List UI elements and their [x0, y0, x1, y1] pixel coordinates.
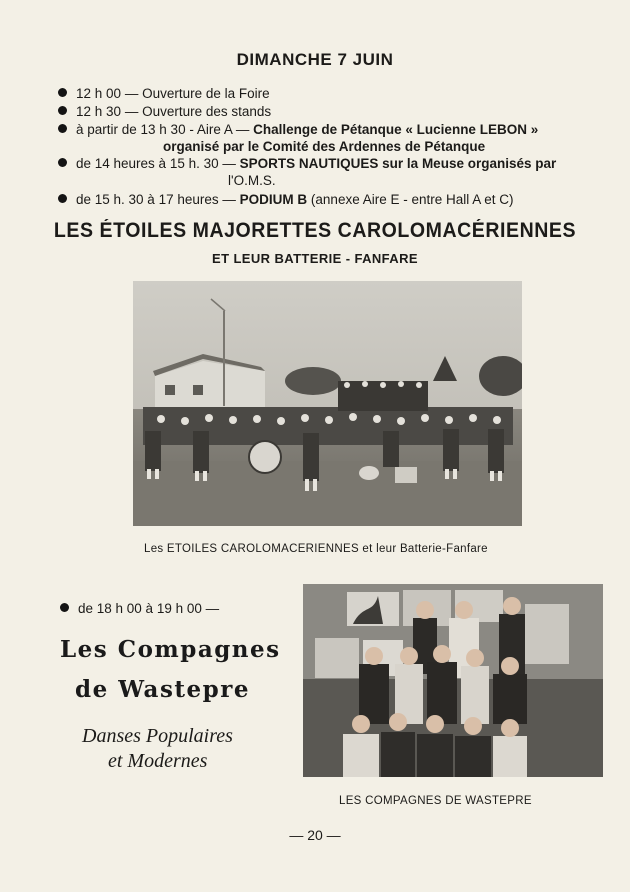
- schedule-item-3: [58, 122, 538, 138]
- majorettes-photo: [133, 281, 522, 526]
- compagnes-photo-caption: LES COMPAGNES DE WASTEPRE: [339, 795, 532, 807]
- bullet-icon: [58, 194, 67, 203]
- section-title: LES ÉTOILES MAJORETTES CAROLOMACÉRIENNES: [53, 219, 577, 242]
- schedule-item-4: [58, 156, 556, 172]
- bullet-icon: [58, 124, 67, 133]
- schedule-time: de 14 heures à 15 h. 30: [76, 156, 219, 171]
- schedule-location: (annexe Aire E - entre Hall A et C): [310, 192, 514, 207]
- schedule-event: Challenge de Pétanque « Lucienne LEBON »: [253, 122, 539, 137]
- bullet-icon: [60, 603, 69, 612]
- schedule-text: —: [222, 156, 236, 171]
- schedule-item-2: [58, 104, 271, 120]
- schedule-text: — Ouverture des stands: [124, 104, 272, 119]
- majorettes-photo-caption: Les ETOILES CAROLOMACERIENNES et leur Batterie-Fanfare: [144, 543, 488, 555]
- schedule-event: PODIUM B: [239, 192, 308, 207]
- group-name-line-1: Les Compagnes: [60, 636, 281, 663]
- dance-type-line-1: Danses Populaires: [82, 725, 233, 747]
- bullet-icon: [58, 88, 67, 97]
- schedule-time: de 15 h. 30 à 17 heures: [76, 192, 219, 207]
- schedule-item-5: [58, 192, 514, 208]
- second-event-time: [60, 601, 219, 616]
- schedule-text: —: [222, 192, 236, 207]
- day-heading: DIMANCHE 7 JUIN: [236, 50, 394, 69]
- page-number: — 20 —: [289, 827, 341, 843]
- schedule-text: - Aire A —: [189, 122, 250, 137]
- compagnes-photo: [303, 584, 603, 777]
- schedule-time: 12 h 00: [76, 86, 122, 101]
- schedule-event: SPORTS NAUTIQUES sur la Meuse organisés par: [239, 156, 557, 171]
- schedule-time: à partir de 13 h 30: [76, 122, 186, 137]
- group-name-line-2: de Wastepre: [75, 676, 250, 703]
- bullet-icon: [58, 158, 67, 167]
- schedule-item-3-continuation: organisé par le Comité des Ardennes de Pétanque: [163, 139, 486, 154]
- schedule-time: 12 h 30: [76, 104, 122, 119]
- second-event-time-text: de 18 h 00 à 19 h 00 —: [78, 601, 220, 616]
- schedule-text: — Ouverture de la Foire: [124, 86, 270, 101]
- schedule-item-4-continuation: l'O.M.S.: [228, 173, 276, 188]
- section-subtitle: ET LEUR BATTERIE - FANFARE: [212, 251, 418, 266]
- bullet-icon: [58, 106, 67, 115]
- dance-type-line-2: et Modernes: [108, 750, 208, 772]
- schedule-item-1: [58, 86, 270, 102]
